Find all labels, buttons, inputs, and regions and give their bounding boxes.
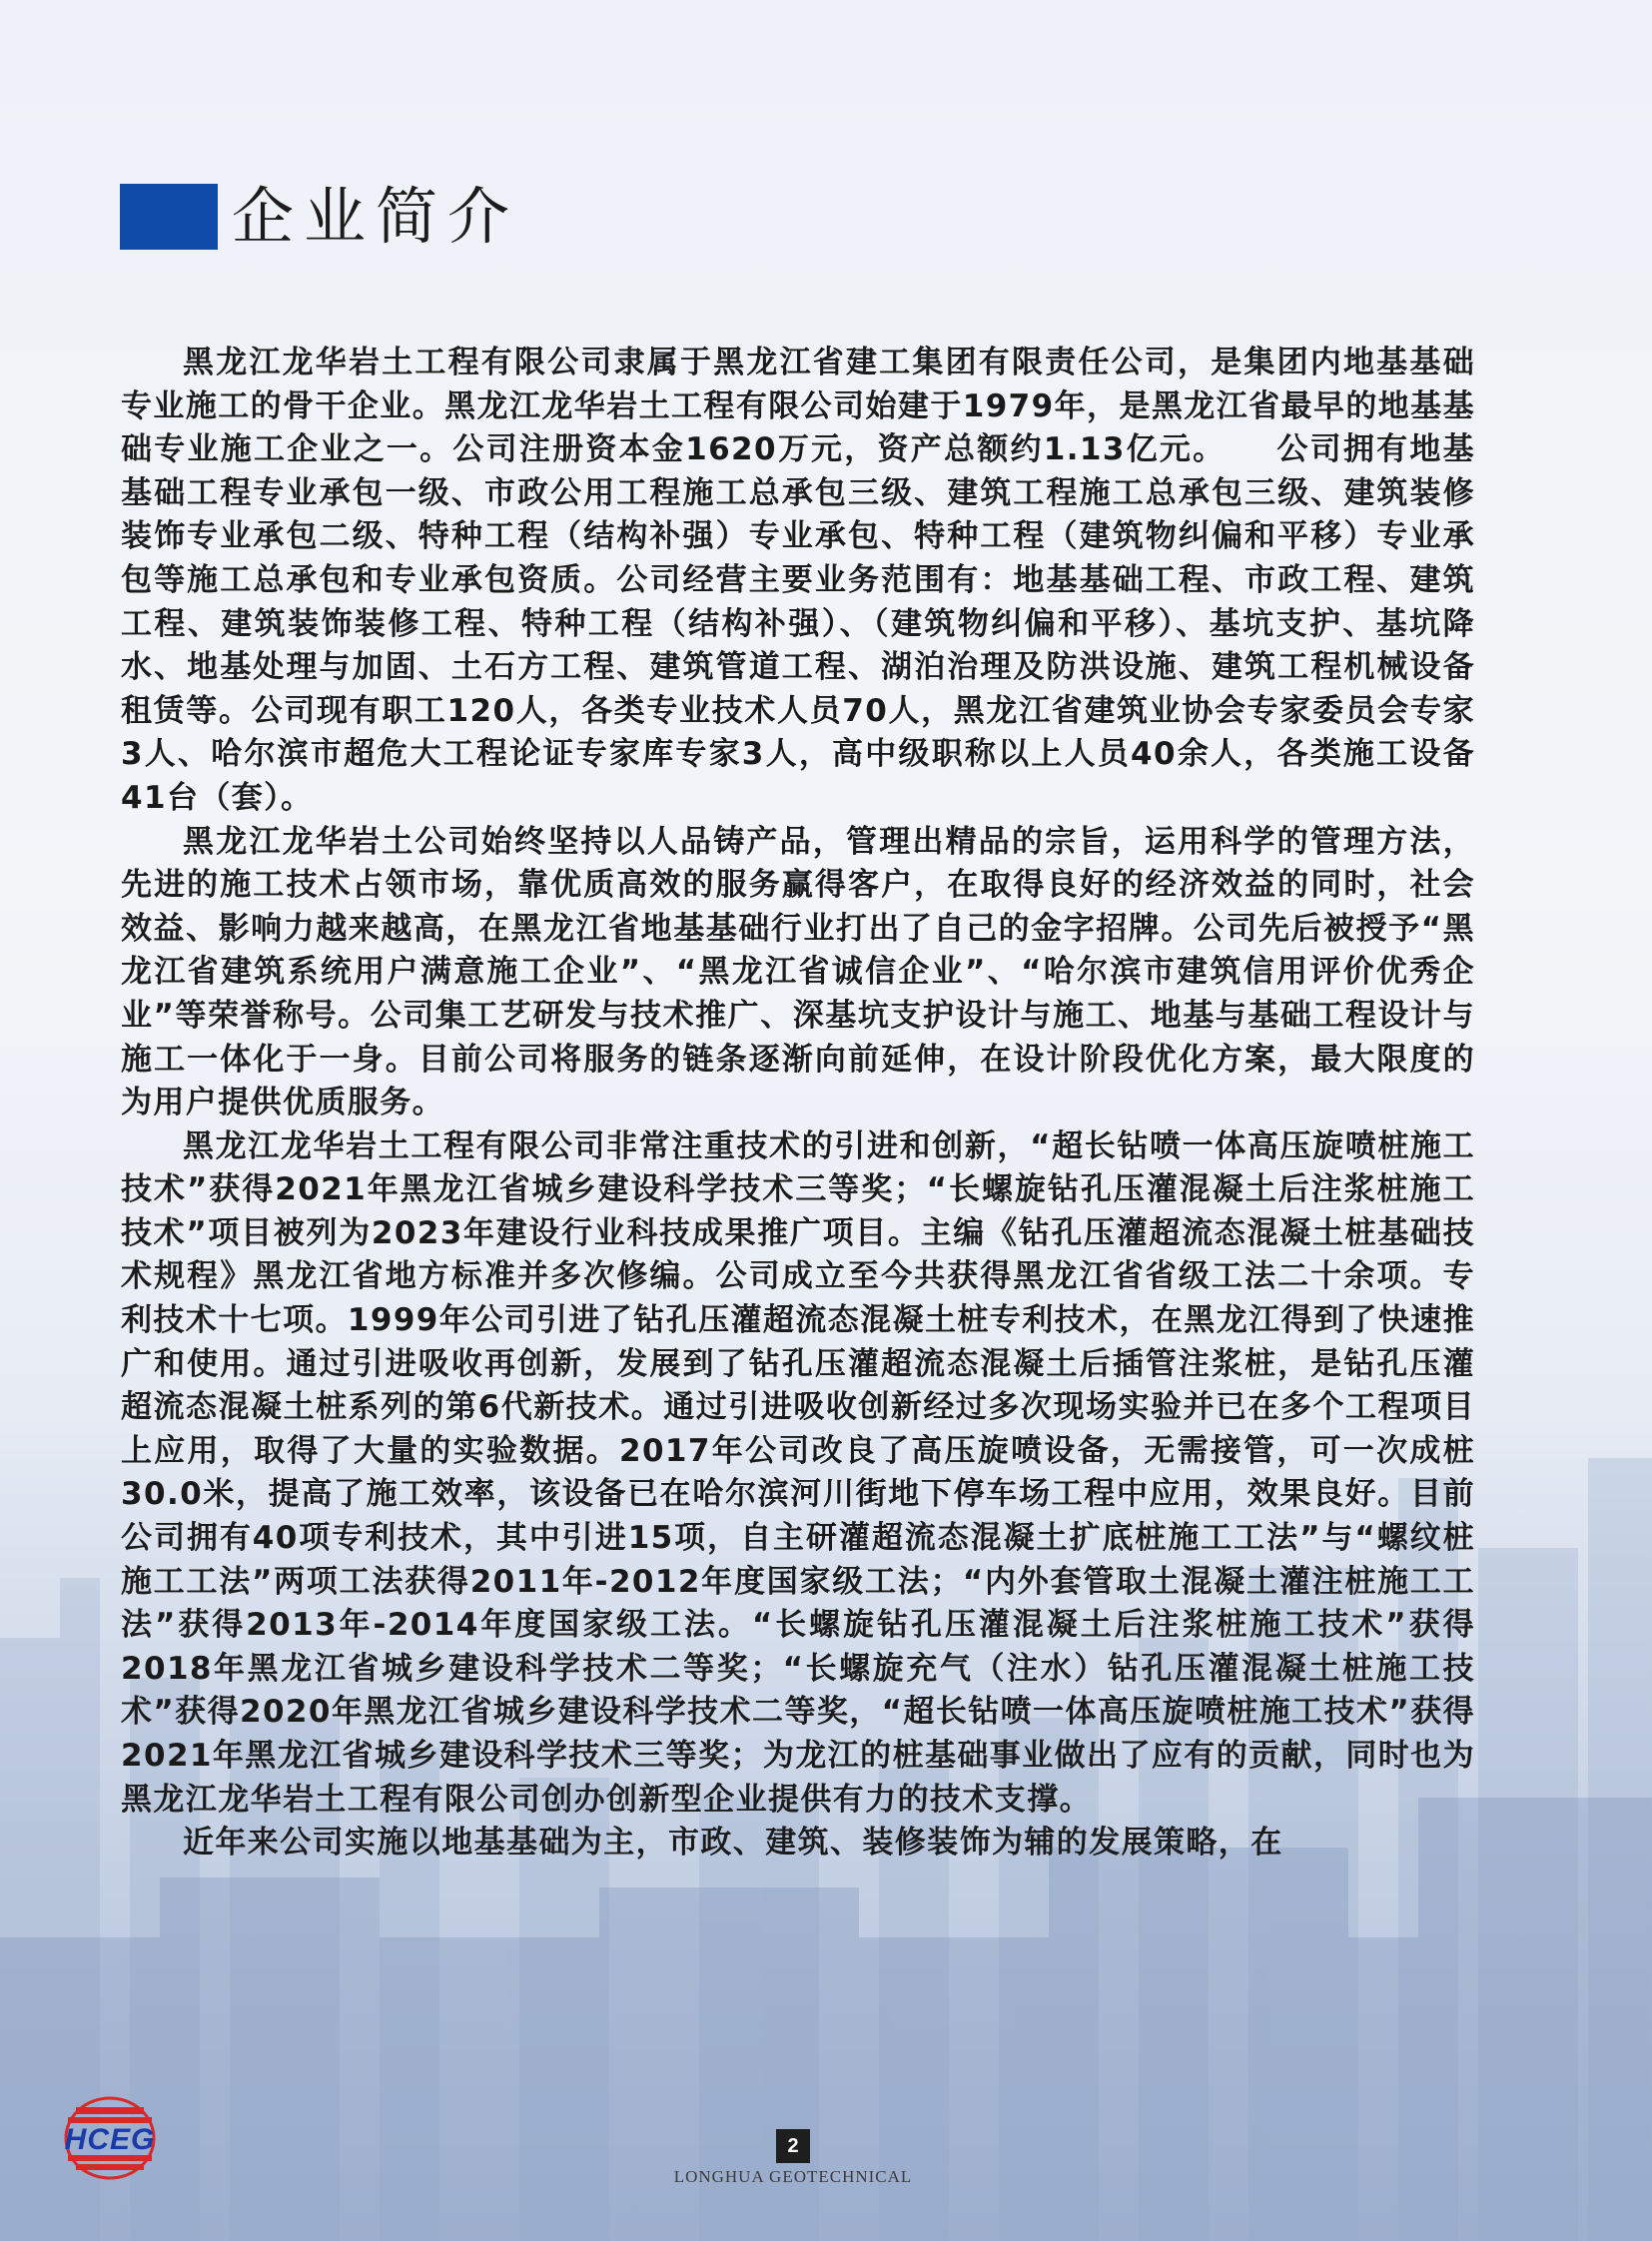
section-header: [120, 182, 719, 252]
intro-paragraph-4: 近年来公司实施以地基基础为主，市政、建筑、装修装饰为辅的发展策略，在: [183, 1825, 1283, 1862]
footer-label: LONGHUA GEOTECHNICAL: [673, 2167, 913, 2186]
hceg-logo-icon: [56, 2093, 164, 2183]
intro-paragraph-3: 黑龙江龙华岩土工程有限公司非常注重技术的引进和创新，“超长钻喷一体高压旋喷桩施工技术”获得2021年黑龙江省城乡建设科学技术三等奖；“长螺旋钻孔压灌混凝土后注浆桩施工技术”项目被列为2023年建设行业科技成果推广项目。主编《钻孔压灌超流态混凝土桩基础技术规程》黑龙江省地方标准并多次修编。公司成立至今共获得黑龙江省省级工法二十余项。专利技术十七项。1999年公司引进了钻孔压灌超流态混凝土桩专利技术，在黑龙江得到了快速推广和使用。通过引进吸收再创新，发展到了钻孔压灌超流态混凝土后插管注浆桩，是钻孔压灌超流态混凝土桩系列的第6代新技术。通过引进吸收创新经过多次现场实验并已在多个工程项目上应用，取得了大量的实验数据。2017年公司改良了高压旋喷设备，无需接管，可一次成桩30.0米，提高了施工效率，该设备已在哈尔滨河川街地下停车场工程中应用，效果良好。目前公司拥有40项专利技术，其中引进15项，自主研灌超流态混凝土扩底桩施工工法”与“螺纹桩施工工法”两项工法获得2011年-2012年度国家级工法；“内外套管取土混凝土灌注桩施工工法”获得2013年-2014年度国家级工法。“长螺旋钻孔压灌混凝土后注浆桩施工技术”获得2018年黑龙江省城乡建设科学技术二等奖；“长螺旋充气（注水）钻孔压灌混凝土桩施工技术”获得2020年黑龙江省城乡建设科学技术二等奖，“超长钻喷一体高压旋喷桩施工技术”获得2021年黑龙江省城乡建设科学技术三等奖；为龙江的桩基础事业做出了应有的贡献，同时也为黑龙江龙华岩土工程有限公司创办创新型企业提供有力的技术支撑。: [121, 1127, 1475, 1818]
page-number: 2: [776, 2129, 810, 2163]
page-title: 企业简介: [232, 180, 520, 253]
logo-text: HCEG: [64, 2123, 156, 2156]
intro-paragraph-1: 黑龙江龙华岩土工程有限公司隶属于黑龙江省建工集团有限责任公司，是集团内地基基础专业施工的骨干企业。黑龙江龙华岩土工程有限公司始建于1979年，是黑龙江省最早的地基基础专业施工企业之一。公司注册资本金1620万元，资产总额约1.13亿元。 公司拥有地基基础工程专业承包一级、市政公用工程施工总承包三级、建筑工程施工总承包三级、建筑装修装饰专业承包二级、特种工程（结构补强）专业承包、特种工程（建筑物纠偏和平移）专业承包等施工总承包和专业承包资质。公司经营主要业务范围有：地基基础工程、市政工程、建筑工程、建筑装饰装修工程、特种工程（结构补强）、（建筑物纠偏和平移）、基坑支护、基坑降水、地基处理与加固、土石方工程、建筑管道工程、湖泊治理及防洪设施、建筑工程机械设备租赁等。公司现有职工120人，各类专业技术人员70人，黑龙江省建筑业协会专家委员会专家3人、哈尔滨市超危大工程论证专家库专家3人，高中级职称以上人员40余人，各类施工设备41台（套）。: [121, 345, 1475, 816]
title-accent-square: [120, 184, 218, 250]
company-intro-body: [121, 342, 1475, 1866]
intro-paragraph-2: 黑龙江龙华岩土公司始终坚持以人品铸产品，管理出精品的宗旨，运用科学的管理方法，先进的施工技术占领市场，靠优质高效的服务赢得客户，在取得良好的经济效益的同时，社会效益、影响力越来越高，在黑龙江省地基基础行业打出了自己的金字招牌。公司先后被授予“黑龙江省建筑系统用户满意施工企业”、“黑龙江省诚信企业”、“哈尔滨市建筑信用评价优秀企业”等荣誉称号。公司集工艺研发与技术推广、深基坑支护设计与施工、地基与基础工程设计与施工一体化于一身。目前公司将服务的链条逐渐向前延伸，在设计阶段优化方案，最大限度的为用户提供优质服务。: [121, 823, 1475, 1121]
